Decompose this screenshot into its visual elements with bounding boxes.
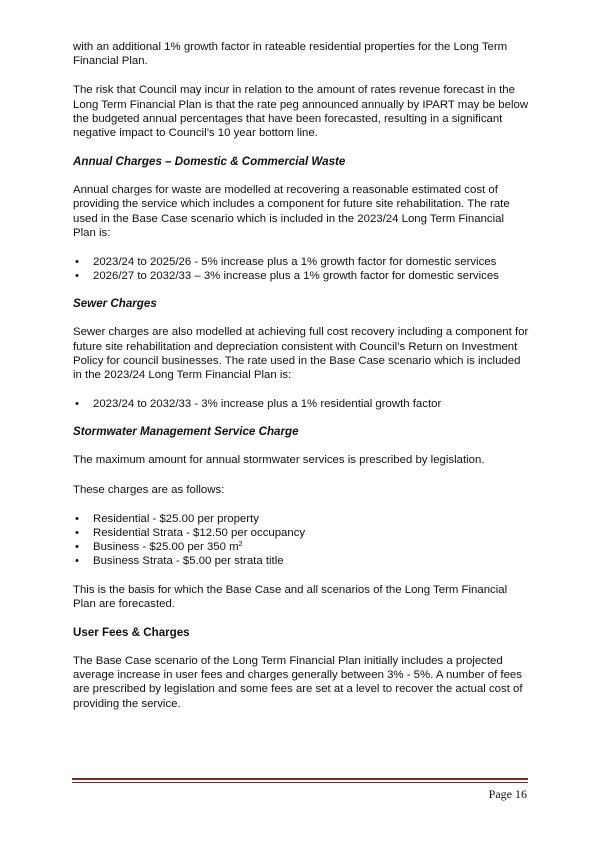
footer-divider-thin xyxy=(72,782,528,783)
footer-divider xyxy=(72,778,528,780)
document-page xyxy=(73,40,529,726)
waste-paragraph: Annual charges for waste are modelled at recovering a reasonable estimated cost of providing the service which includes a component for future site rehabilitation. The rate used in the Base Case scenario which is included in the 2023/24 Long Term Financial Plan is: xyxy=(73,184,510,239)
bullet-icon: • xyxy=(75,555,79,568)
bullet-icon: • xyxy=(75,512,79,525)
bullet-icon: • xyxy=(75,541,79,554)
list-item xyxy=(75,554,529,568)
list-item xyxy=(75,526,529,540)
list-item xyxy=(75,397,529,411)
bullet-icon: • xyxy=(75,270,79,283)
stormwater-closing-paragraph: This is the basis for which the Base Case and all scenarios of the Long Term Financial Plan are forecasted. xyxy=(73,583,508,610)
stormwater-paragraph-2: These charges are as follows: xyxy=(73,483,225,496)
stormwater-heading: Stormwater Management Service Charge xyxy=(73,425,299,439)
list-item-text: Residential - $25.00 per property xyxy=(93,512,259,525)
stormwater-paragraph-1: The maximum amount for annual stormwater services is prescribed by legislation. xyxy=(73,454,485,467)
list-item xyxy=(75,540,529,554)
bullet-icon: • xyxy=(75,256,79,269)
superscript: 2 xyxy=(238,541,243,549)
list-item-text: Residential Strata - $12.50 per occupancy xyxy=(93,527,306,540)
list-item-text: 2026/27 to 2032/33 – 3% increase plus a 1% growth factor for domestic services xyxy=(93,270,499,283)
list-item-text: Business Strata - $5.00 per strata title xyxy=(93,555,284,568)
user-fees-heading: User Fees & Charges xyxy=(73,626,190,640)
intro-paragraph-2: The risk that Council may incur in relation to the amount of rates revenue forecast in the Long Term Financial Plan is that the rate peg announced annually by IPART may be below the budgeted annual percentages that have been forecasted, resulting in a significant negative impact to Council’s 10 year bottom line. xyxy=(73,84,529,140)
list-item xyxy=(75,512,529,526)
bullet-icon: • xyxy=(75,527,79,540)
list-item-text: 2023/24 to 2032/33 - 3% increase plus a 1% residential growth factor xyxy=(93,398,442,411)
sewer-paragraph: Sewer charges are also modelled at achieving full cost recovery including a component for future site rehabilitation and depreciation consistent with Council’s Return on Investment Policy for council businesses. The rate used in the Base Case scenario which is included in the 2023/24 Long Term Financial Plan is: xyxy=(73,326,529,382)
stormwater-charges-list xyxy=(73,512,529,569)
list-item xyxy=(75,255,529,269)
list-item-text: Business - $25.00 per 350 m xyxy=(93,541,239,554)
page-number: Page 16 xyxy=(488,787,527,801)
waste-heading: Annual Charges – Domestic & Commercial Waste xyxy=(73,155,346,169)
list-item xyxy=(75,269,529,283)
sewer-rate-list xyxy=(73,397,529,411)
list-item-text: 2023/24 to 2025/26 - 5% increase plus a 1% growth factor for domestic services xyxy=(93,256,497,269)
waste-rate-list xyxy=(73,255,529,283)
intro-paragraph-1: with an additional 1% growth factor in rateable residential properties for the Long Term Financial Plan. xyxy=(73,41,508,68)
bullet-icon: • xyxy=(75,398,79,411)
sewer-heading: Sewer Charges xyxy=(73,297,157,311)
user-fees-paragraph: The Base Case scenario of the Long Term Financial Plan initially includes a projected average increase in user fees and charges generally between 3% - 5%. A number of fees are prescribed by legislation and some fees are set at a level to recover the actual cost of providing the service. xyxy=(73,655,523,710)
